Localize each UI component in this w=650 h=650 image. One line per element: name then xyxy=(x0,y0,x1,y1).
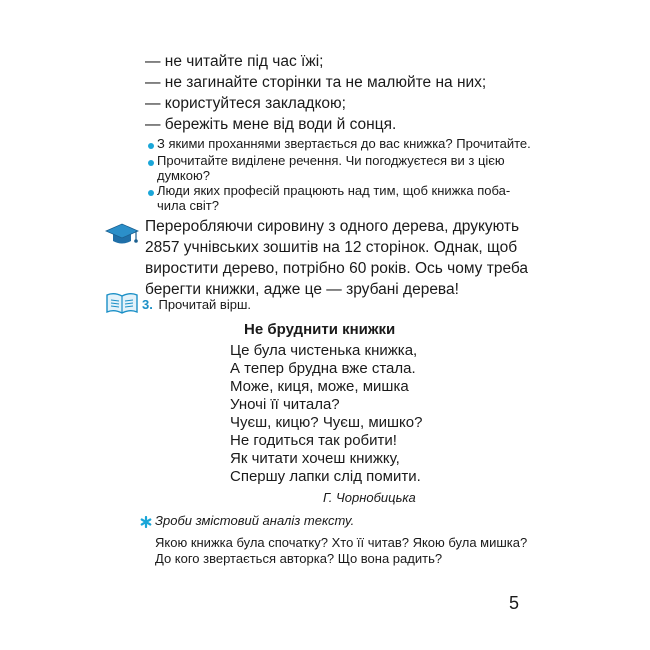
poem-line: Як читати хочеш книжку, xyxy=(230,450,400,467)
poem-title: Не бруднити книжки xyxy=(244,321,396,338)
poem-line: Уночі її читала? xyxy=(230,396,340,413)
question-text: З якими проханнями звертається до вас книжка? Прочитайте. xyxy=(157,136,531,151)
graduation-cap-icon xyxy=(104,222,140,248)
task-text: Прочитай вірш. xyxy=(158,297,251,312)
poem-line: Може, киця, може, мишка xyxy=(230,378,409,395)
question-text: думкою? xyxy=(157,168,210,183)
open-book-icon xyxy=(104,291,140,315)
bullet-icon xyxy=(148,190,154,196)
task-3 xyxy=(142,297,251,313)
question-text: Прочитайте виділене речення. Чи погоджуєтеся ви з цією xyxy=(157,153,505,168)
rule-line: — бережіть мене від води й сонця. xyxy=(145,116,397,133)
star-bullet-icon xyxy=(140,515,152,527)
analysis-question: До кого звертається авторка? Що вона радить? xyxy=(155,551,443,566)
poem-line: А тепер брудна вже стала. xyxy=(230,360,416,377)
page-number: 5 xyxy=(509,593,520,613)
analysis-task: Зроби змістовий аналіз тексту. xyxy=(155,513,355,528)
poem-line: Це була чистенька книжка, xyxy=(230,342,418,359)
question-text: чила світ? xyxy=(157,198,219,213)
rule-line: — користуйтеся закладкою; xyxy=(145,95,346,112)
question-text: Люди яких професій працюють над тим, щоб книжка поба- xyxy=(157,183,511,198)
bullet-icon xyxy=(148,160,154,166)
poem-author: Г. Чорнобицька xyxy=(323,490,416,505)
task-number: 3. xyxy=(142,297,153,312)
fact-line: Переробляючи сировину з одного дерева, друкують xyxy=(145,218,520,235)
rule-line: — не загинайте сторінки та не малюйте на них; xyxy=(145,74,487,91)
fact-line: 2857 учнівських зошитів на 12 сторінок. Однак, щоб xyxy=(145,239,518,256)
fact-line: виростити дерево, потрібно 60 років. Ось чому треба xyxy=(145,260,529,277)
rule-line: — не читайте під час їжі; xyxy=(145,53,324,70)
fact-line: берегти книжки, адже це — зрубані дерева! xyxy=(145,281,459,298)
bullet-icon xyxy=(148,143,154,149)
poem-line: Чуєш, кицю? Чуєш, мишко? xyxy=(230,414,423,431)
poem-line: Не годиться так робити! xyxy=(230,432,397,449)
poem-line: Спершу лапки слід помити. xyxy=(230,468,421,485)
analysis-question: Якою книжка була спочатку? Хто її читав? Якою була мишка? xyxy=(155,535,528,550)
